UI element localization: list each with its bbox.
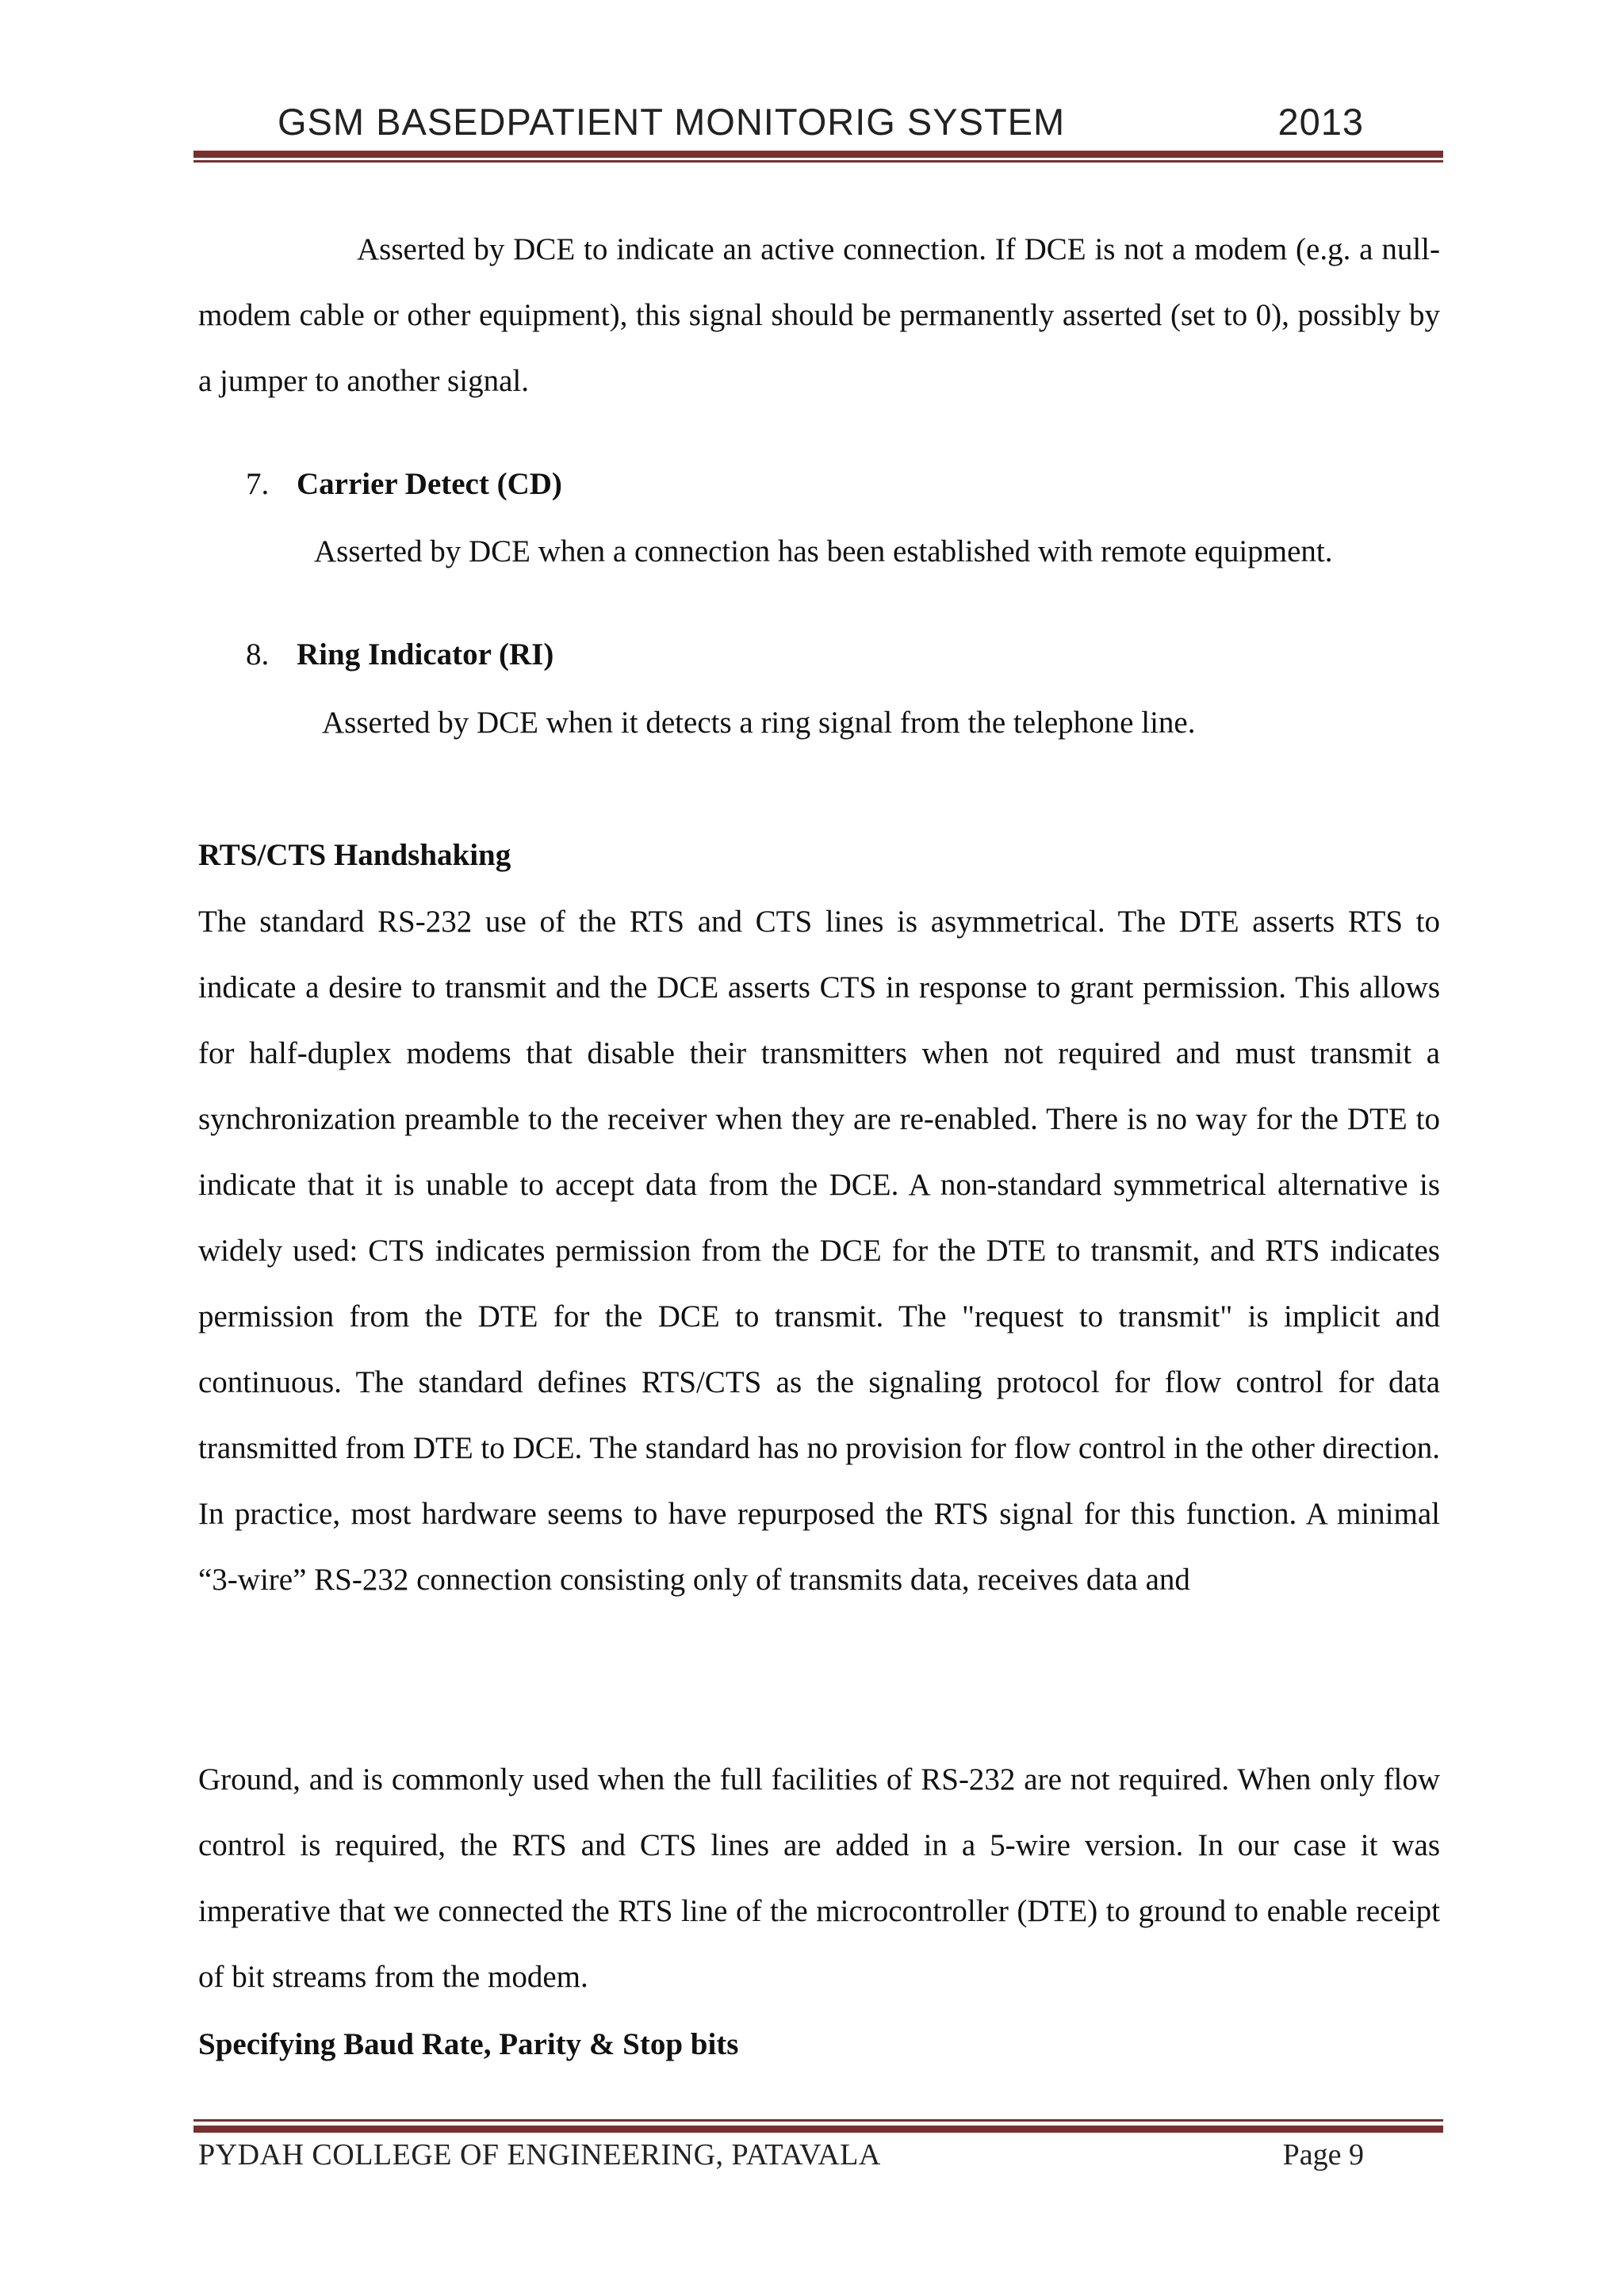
list-description-ring-indicator: Asserted by DCE when it detects a ring signal from the telephone line. [322, 706, 1196, 740]
continuation-paragraph: Ground, and is commonly used when the full facilities of RS-232 are not required. When only flow control is required, the RTS and CTS lines are added in a 5-wire version. In our case it was imperative that we connected the RTS line of the microcontroller (DTE) to ground to enable receipt of bit streams from the modem. [198, 1762, 1440, 1994]
list-description-carrier-detect: Asserted by DCE when a connection has been established with remote equipment. [314, 534, 1333, 568]
page-number: Page 9 [1282, 2138, 1364, 2172]
page-header [278, 100, 1364, 147]
footer-rule-thick [193, 2126, 1443, 2133]
list-number: 7. [246, 467, 270, 501]
section-paragraph: The standard RS-232 use of the RTS and CTS lines is asymmetrical. The DTE asserts RTS to indicate a desire to transmit and the DCE asserts CTS in response to grant permission. This allows for half-duplex modems that disable their transmitters when not required and must transmit a synchronization preamble to the receiver when they are re-enabled. There is no way for the DTE to indicate that it is unable to accept data from the DCE. A non-standard symmetrical alternative is widely used: CTS indicates permission from the DCE for the DTE to transmit, and RTS indicates permission from the DTE for the DCE to transmit. The "request to transmit" is implicit and continuous. The standard defines RTS/CTS as the signaling protocol for flow control for data transmitted from DTE to DCE. The standard has no provision for flow control in the other direction. In practice, most hardware seems to have repurposed the RTS signal for this function. A minimal “3-wire” RS-232 connection consisting only of transmits data, receives data and [198, 905, 1440, 1597]
list-item-carrier-detect [246, 465, 562, 504]
header-title: GSM BASEDPATIENT MONITORIG SYSTEM [278, 101, 1066, 143]
page-footer [198, 2137, 1364, 2177]
intro-paragraph: Asserted by DCE to indicate an active connection. If DCE is not a modem (e.g. a null-modem cable or other equipment), this signal should be permanently asserted (set to 0), possibly by a jumper to another signal. [198, 232, 1440, 398]
footer-college: PYDAH COLLEGE OF ENGINEERING, PATAVALA [198, 2138, 881, 2172]
section-heading: RTS/CTS Handshaking [198, 838, 511, 872]
list-label: Carrier Detect (CD) [297, 467, 562, 501]
final-heading: Specifying Baud Rate, Parity & Stop bits [198, 2027, 739, 2061]
list-number: 8. [246, 637, 270, 672]
header-rule-thick [193, 151, 1443, 158]
list-label: Ring Indicator (RI) [297, 637, 554, 672]
header-rule-thin [193, 160, 1443, 163]
header-year: 2013 [1277, 101, 1364, 143]
footer-rule-thin [193, 2119, 1443, 2122]
list-item-ring-indicator [246, 635, 553, 675]
